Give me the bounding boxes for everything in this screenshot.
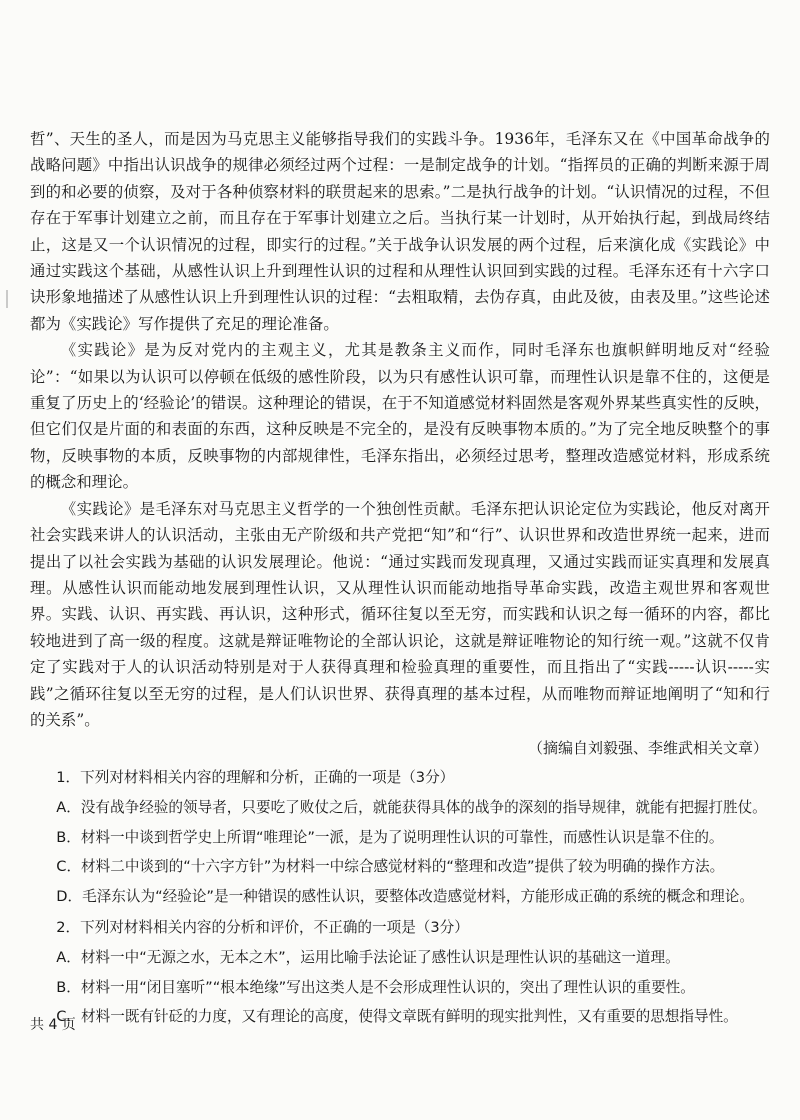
question-stem: 2．下列对材料相关内容的分析和评价，不正确的一项是（3分） [56, 919, 469, 937]
option-a[interactable]: A．材料一中“无源之水，无本之木”，运用比喻手法论证了感性认识是理性认识的基础这一道理。 [56, 948, 680, 966]
option-b[interactable]: B．材料一中谈到哲学史上所谓“唯理论”一派，是为了说明理性认识的可靠性，而感性认识是靠不住的。 [56, 828, 724, 846]
material-paragraph-2: 《实践论》是为反对党内的主观主义，尤其是教条主义而作，同时毛泽东也旗帜鲜明地反对“经验论”：“如果以为认识可以停顿在低级的感性阶段，以为只有感性认识可靠，而理性认识是靠不住的，这便是重复了历史上的‘经验论’的错误。这种理论的错误，在于不知道感觉材料固然是客观外界某些真实性的反映，但它们仅是片面的和表面的东西，这种反映是不完全的，是没有反映事物本质的。”为了完全地反映整个的事物，反映事物的本质，反映事物的内部规律性，毛泽东指出，必须经过思考，整理改造感觉材料，形成系统的概念和理论。 [30, 341, 770, 492]
page-footer: 共 4 页 [30, 1017, 76, 1033]
option-c[interactable]: C．材料二中谈到的“十六字方针”为材料一中综合感觉材料的“整理和改造”提供了较为明确的操作方法。 [56, 858, 725, 876]
document-content [30, 126, 770, 1032]
question-stem: 1．下列对材料相关内容的理解和分析，正确的一项是（3分） [56, 769, 455, 787]
option-b[interactable]: B．材料一用“闭目塞听”“根本绝缘”写出这类人是不会形成理性认识的，突出了理性认识的重要性。 [56, 978, 695, 996]
option-a[interactable]: A．没有战争经验的领导者，只要吃了败仗之后，就能获得具体的战争的深刻的指导规律，就能有把握打胜仗。 [56, 798, 767, 816]
material-paragraph-1: 哲”、天生的圣人，而是因为马克思主义能够指导我们的实践斗争。1936年，毛泽东又在《中国革命战争的战略问题》中指出认识战争的规律必须经过两个过程：一是制定战争的计划。“指挥员的正确的判断来源于周到的和必要的侦察，及对于各种侦察材料的联贯起来的思索。”二是执行战争的计划。“认识情况的过程，不但存在于军事计划建立之前，而且存在于军事计划建立之后。当执行某一计划时，从开始执行起，到战局终结止，这是又一个认识情况的过程，即实行的过程。”关于战争认识发展的两个过程，后来演化成《实践论》中通过实践这个基础，从感性认识上升到理性认识的过程和从理性认识回到实践的过程。毛泽东还有十六字口诀形象地描述了从感性认识上升到理性认识的过程：“去粗取精，去伪存真，由此及彼，由表及里。”这些论述都为《实践论》写作提供了充足的理论准备。 [30, 130, 770, 333]
material-paragraph-3: 《实践论》是毛泽东对马克思主义哲学的一个独创性贡献。毛泽东把认识论定位为实践论，他反对离开社会实践来讲人的认识活动，主张由无产阶级和共产党把“知”和“行”、认识世界和改造世界统一起来，进而提出了以社会实践为基础的认识发展理论。他说：“通过实践而发现真理，又通过实践而证实真理和发展真理。从感性认识而能动地发展到理性认识，又从理性认识而能动地指导革命实践，改造主观世界和客观世界。实践、认识、再实践、再认识，这种形式，循环往复以至无穷，而实践和认识之每一循环的内容，都比较地进到了高一级的程度。这就是辩证唯物论的全部认识论，这就是辩证唯物论的知行统一观。”这就不仅肯定了实践对于人的认识活动特别是对于人获得真理和检验真理的重要性，而且指出了“实践-----认识-----实践”之循环往复以至无穷的过程，是人们认识世界、获得真理的基本过程，从而唯物而辩证地阐明了“知和行的关系”。 [30, 499, 770, 729]
source-citation: （摘编自刘毅强、李维武相关文章） [527, 739, 768, 758]
margin-mark [6, 290, 8, 308]
question-1 [30, 763, 770, 911]
option-c[interactable]: C．材料一既有针砭的力度，又有理论的高度，使得文章既有鲜明的现实批判性，又有重要的思想指导性。 [56, 1008, 738, 1026]
question-2 [30, 913, 770, 1031]
option-d[interactable]: D．毛泽东认为“经验论”是一种错误的感性认识，要整体改造感觉材料，方能形成正确的系统的概念和理论。 [56, 887, 754, 905]
